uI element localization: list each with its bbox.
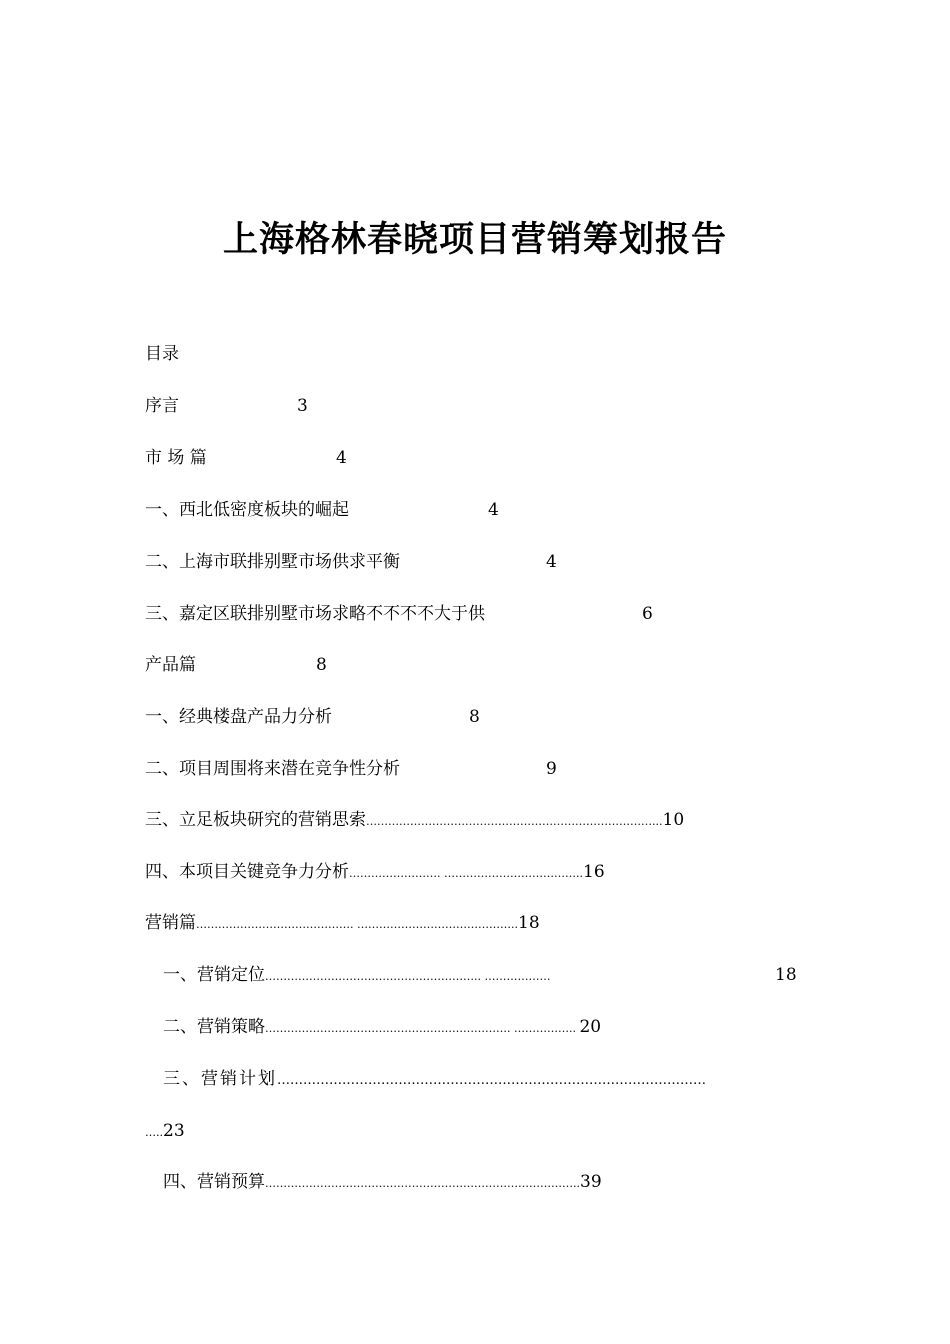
toc-entry-page: 8	[469, 707, 480, 727]
toc-entry-text: 三、立足板块研究的营销思索	[145, 810, 366, 830]
toc-entry	[163, 1016, 601, 1040]
toc-leader-dots: ………………………………………………….. ………………	[265, 970, 551, 983]
toc-entry-text: 产品篇	[145, 655, 196, 675]
toc-entry	[145, 1120, 185, 1144]
toc-entry-page: 16	[583, 862, 605, 882]
toc-entry-text: 二、营销策略	[163, 1017, 265, 1037]
toc-entry	[145, 861, 605, 885]
toc-entry-page: 6	[642, 604, 653, 624]
toc-entry-text: 四、营销预算	[163, 1172, 265, 1192]
toc-entry-text: 序言	[145, 396, 179, 416]
toc-entry-text: 三、嘉定区联排别墅市场求略不不不不大于供	[145, 604, 485, 624]
toc-entry-page: 3	[297, 396, 308, 416]
toc-entry-page: 23	[163, 1121, 185, 1141]
toc-entry	[163, 1171, 602, 1195]
toc-entry-page: 8	[316, 655, 327, 675]
toc-entry	[145, 912, 540, 936]
toc-entry-text: 三、营销计划	[163, 1069, 277, 1089]
toc-entry-text: 四、本项目关键竞争力分析	[145, 862, 349, 882]
toc-entry-page: 9	[546, 759, 557, 779]
toc-entry-text: 二、项目周围将来潜在竞争性分析	[145, 759, 400, 779]
toc-entry-text: 一、营销定位	[163, 965, 265, 985]
toc-entry-page: 18	[775, 965, 797, 985]
toc-entry-text: 一、经典楼盘产品力分析	[145, 707, 332, 727]
toc-entry-text: 市 场 篇	[145, 448, 207, 468]
toc-heading: 目录	[145, 344, 179, 364]
toc-entry	[163, 964, 551, 988]
toc-leader-dots: ……………………………………………………………………...	[366, 815, 663, 828]
toc-entry-text: 营销篇	[145, 913, 196, 933]
toc-leader-dots: …………………………………………………………………………..	[265, 1177, 580, 1190]
toc-entry-page: 10	[662, 810, 685, 830]
toc-leader-dots: …………………………………………………………. ……………..	[265, 1022, 580, 1035]
toc-leader-dots: …..	[145, 1126, 163, 1139]
toc-leader-dots: ……………………. ………………………………..	[349, 867, 583, 880]
toc-entry-page: 20	[579, 1017, 602, 1037]
toc-entry-page: 4	[488, 500, 499, 520]
toc-entry-page: 39	[580, 1172, 602, 1192]
toc-entry	[163, 1068, 706, 1092]
toc-entry-text: 一、西北低密度板块的崛起	[145, 500, 349, 520]
document-title: 上海格林春晓项目营销筹划报告	[222, 219, 727, 260]
toc-entry	[145, 809, 684, 833]
toc-entry-text: 二、上海市联排别墅市场供求平衡	[145, 552, 400, 572]
toc-entry-page: 18	[518, 913, 540, 933]
toc-leader-dots: ……………………………………. ……………………………………..	[196, 918, 518, 931]
toc-entry-page: 4	[336, 448, 347, 468]
toc-entry-page: 4	[546, 552, 557, 572]
toc-leader-dots: ………………………………………………………………………………………	[277, 1073, 706, 1088]
